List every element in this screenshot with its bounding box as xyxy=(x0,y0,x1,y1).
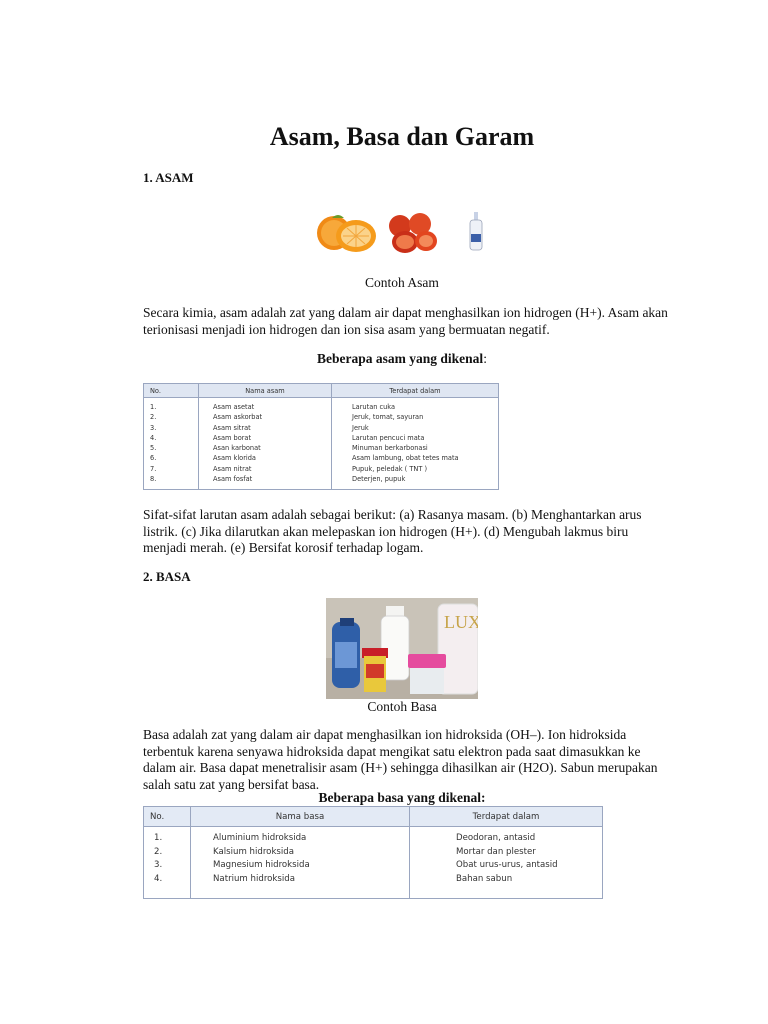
acid-name: Asam borat xyxy=(199,433,332,443)
tomato-illustration xyxy=(389,213,437,253)
row-number: 6. xyxy=(150,454,157,463)
column-header-name: Nama basa xyxy=(191,807,410,827)
acid-name: Asam fosfat xyxy=(199,474,332,490)
red-jar-illustration xyxy=(362,648,388,692)
lux-logo-text: LUX xyxy=(444,612,478,632)
acid-source: Minuman berkarbonasi xyxy=(332,443,499,453)
table-row xyxy=(144,464,499,474)
base-name: Kalsium hidroksida xyxy=(191,846,410,860)
table-row xyxy=(144,423,499,433)
section-heading-basa: 2. BASA xyxy=(143,569,191,584)
acid-name: Asam nitrat xyxy=(199,464,332,474)
acid-source: Deterjen, pupuk xyxy=(332,474,499,490)
table-row xyxy=(144,433,499,443)
row-number: 5. xyxy=(150,444,157,453)
row-number: 2. xyxy=(154,846,163,857)
table-row xyxy=(144,443,499,453)
acid-name: Asam klorida xyxy=(199,453,332,463)
base-examples-image xyxy=(326,598,478,699)
row-number: 1. xyxy=(150,403,157,411)
table-row xyxy=(144,412,499,422)
column-header-no: No. xyxy=(144,384,199,398)
base-name: Aluminium hidroksida xyxy=(191,827,410,846)
eye-drop-bottle-illustration xyxy=(470,212,482,250)
table-header-row xyxy=(144,384,499,398)
acid-table xyxy=(143,383,499,490)
acid-table-title-suffix: : xyxy=(483,351,487,366)
table-header-row xyxy=(144,807,603,827)
acid-name: Asam askorbat xyxy=(199,412,332,422)
section-heading-asam: 1. ASAM xyxy=(143,170,194,185)
pink-container-illustration xyxy=(408,654,446,694)
image-caption-basa: Contoh Basa xyxy=(367,699,437,714)
acid-properties-paragraph: Sifat-sifat larutan asam adalah sebagai berikut: (a) Rasanya masam. (b) Menghantarkan arus listrik. (c) Jika dilarutkan akan melepaskan ion hidrogen (H+). (d) Mengubah lakmus biru menjadi merah. (e) Bersifat korosif terhadap logam. xyxy=(143,507,642,555)
table-row xyxy=(144,827,603,846)
row-number: 3. xyxy=(154,860,163,870)
acid-table-title xyxy=(143,351,661,367)
row-number: 2. xyxy=(150,413,157,422)
column-header-location: Terdapat dalam xyxy=(410,807,603,827)
table-row xyxy=(144,474,499,490)
acid-definition-paragraph: Secara kimia, asam adalah zat yang dalam air dapat menghasilkan ion hidrogen (H+). Asam akan terionisasi menjadi ion hidrogen dan ion sisa asam yang bermuatan negatif. xyxy=(143,305,668,337)
acid-source: Larutan pencuci mata xyxy=(332,433,499,443)
page-title: Asam, Basa dan Garam xyxy=(269,122,535,151)
base-name: Natrium hidroksida xyxy=(191,873,410,899)
acid-table-title-text: Beberapa asam yang dikenal xyxy=(317,351,484,366)
base-source: Mortar dan plester xyxy=(410,846,603,860)
row-number: 7. xyxy=(150,464,157,473)
column-header-location: Terdapat dalam xyxy=(332,384,499,398)
acid-name: Asam sitrat xyxy=(199,423,332,433)
row-number: 8. xyxy=(150,475,157,484)
base-table xyxy=(143,806,603,899)
acid-source: Jeruk xyxy=(332,423,499,433)
row-number: 4. xyxy=(154,873,163,884)
table-row xyxy=(144,873,603,899)
shampoo-bottle-illustration xyxy=(332,618,360,688)
row-number: 1. xyxy=(154,833,163,843)
column-header-no: No. xyxy=(144,807,191,827)
base-source: Deodoran, antasid xyxy=(410,827,603,846)
orange-illustration xyxy=(317,215,376,252)
table-row xyxy=(144,398,499,413)
base-name: Magnesium hidroksida xyxy=(191,859,410,873)
acid-source: Pupuk, peledak ( TNT ) xyxy=(332,464,499,474)
image-caption-asam: Contoh Asam xyxy=(365,275,439,290)
acid-examples-image xyxy=(312,208,492,258)
base-table-title: Beberapa basa yang dikenal: xyxy=(318,790,486,805)
acid-name: Asam asetat xyxy=(199,398,332,413)
base-source: Bahan sabun xyxy=(410,873,603,899)
row-number: 3. xyxy=(150,423,157,432)
base-definition-paragraph: Basa adalah zat yang dalam air dapat menghasilkan ion hidroksida (OH–). Ion hidroksida terbentuk karena senyawa hidroksida dapat mengikat satu elektron pada saat dimasukkan ke dalam air. Basa dapat menetralisir asam (H+) sehingga dihasilkan air (H2O). Sabun merupakan salah satu zat yang bersifat basa. xyxy=(143,727,658,792)
acid-source: Jeruk, tomat, sayuran xyxy=(332,412,499,422)
acid-source: Asam lambung, obat tetes mata xyxy=(332,453,499,463)
table-row xyxy=(144,846,603,860)
acid-name: Asan karbonat xyxy=(199,443,332,453)
table-row xyxy=(144,859,603,873)
acid-source: Larutan cuka xyxy=(332,398,499,413)
table-row xyxy=(144,453,499,463)
row-number: 4. xyxy=(150,433,157,442)
column-header-name: Nama asam xyxy=(199,384,332,398)
base-source: Obat urus-urus, antasid xyxy=(410,859,603,873)
